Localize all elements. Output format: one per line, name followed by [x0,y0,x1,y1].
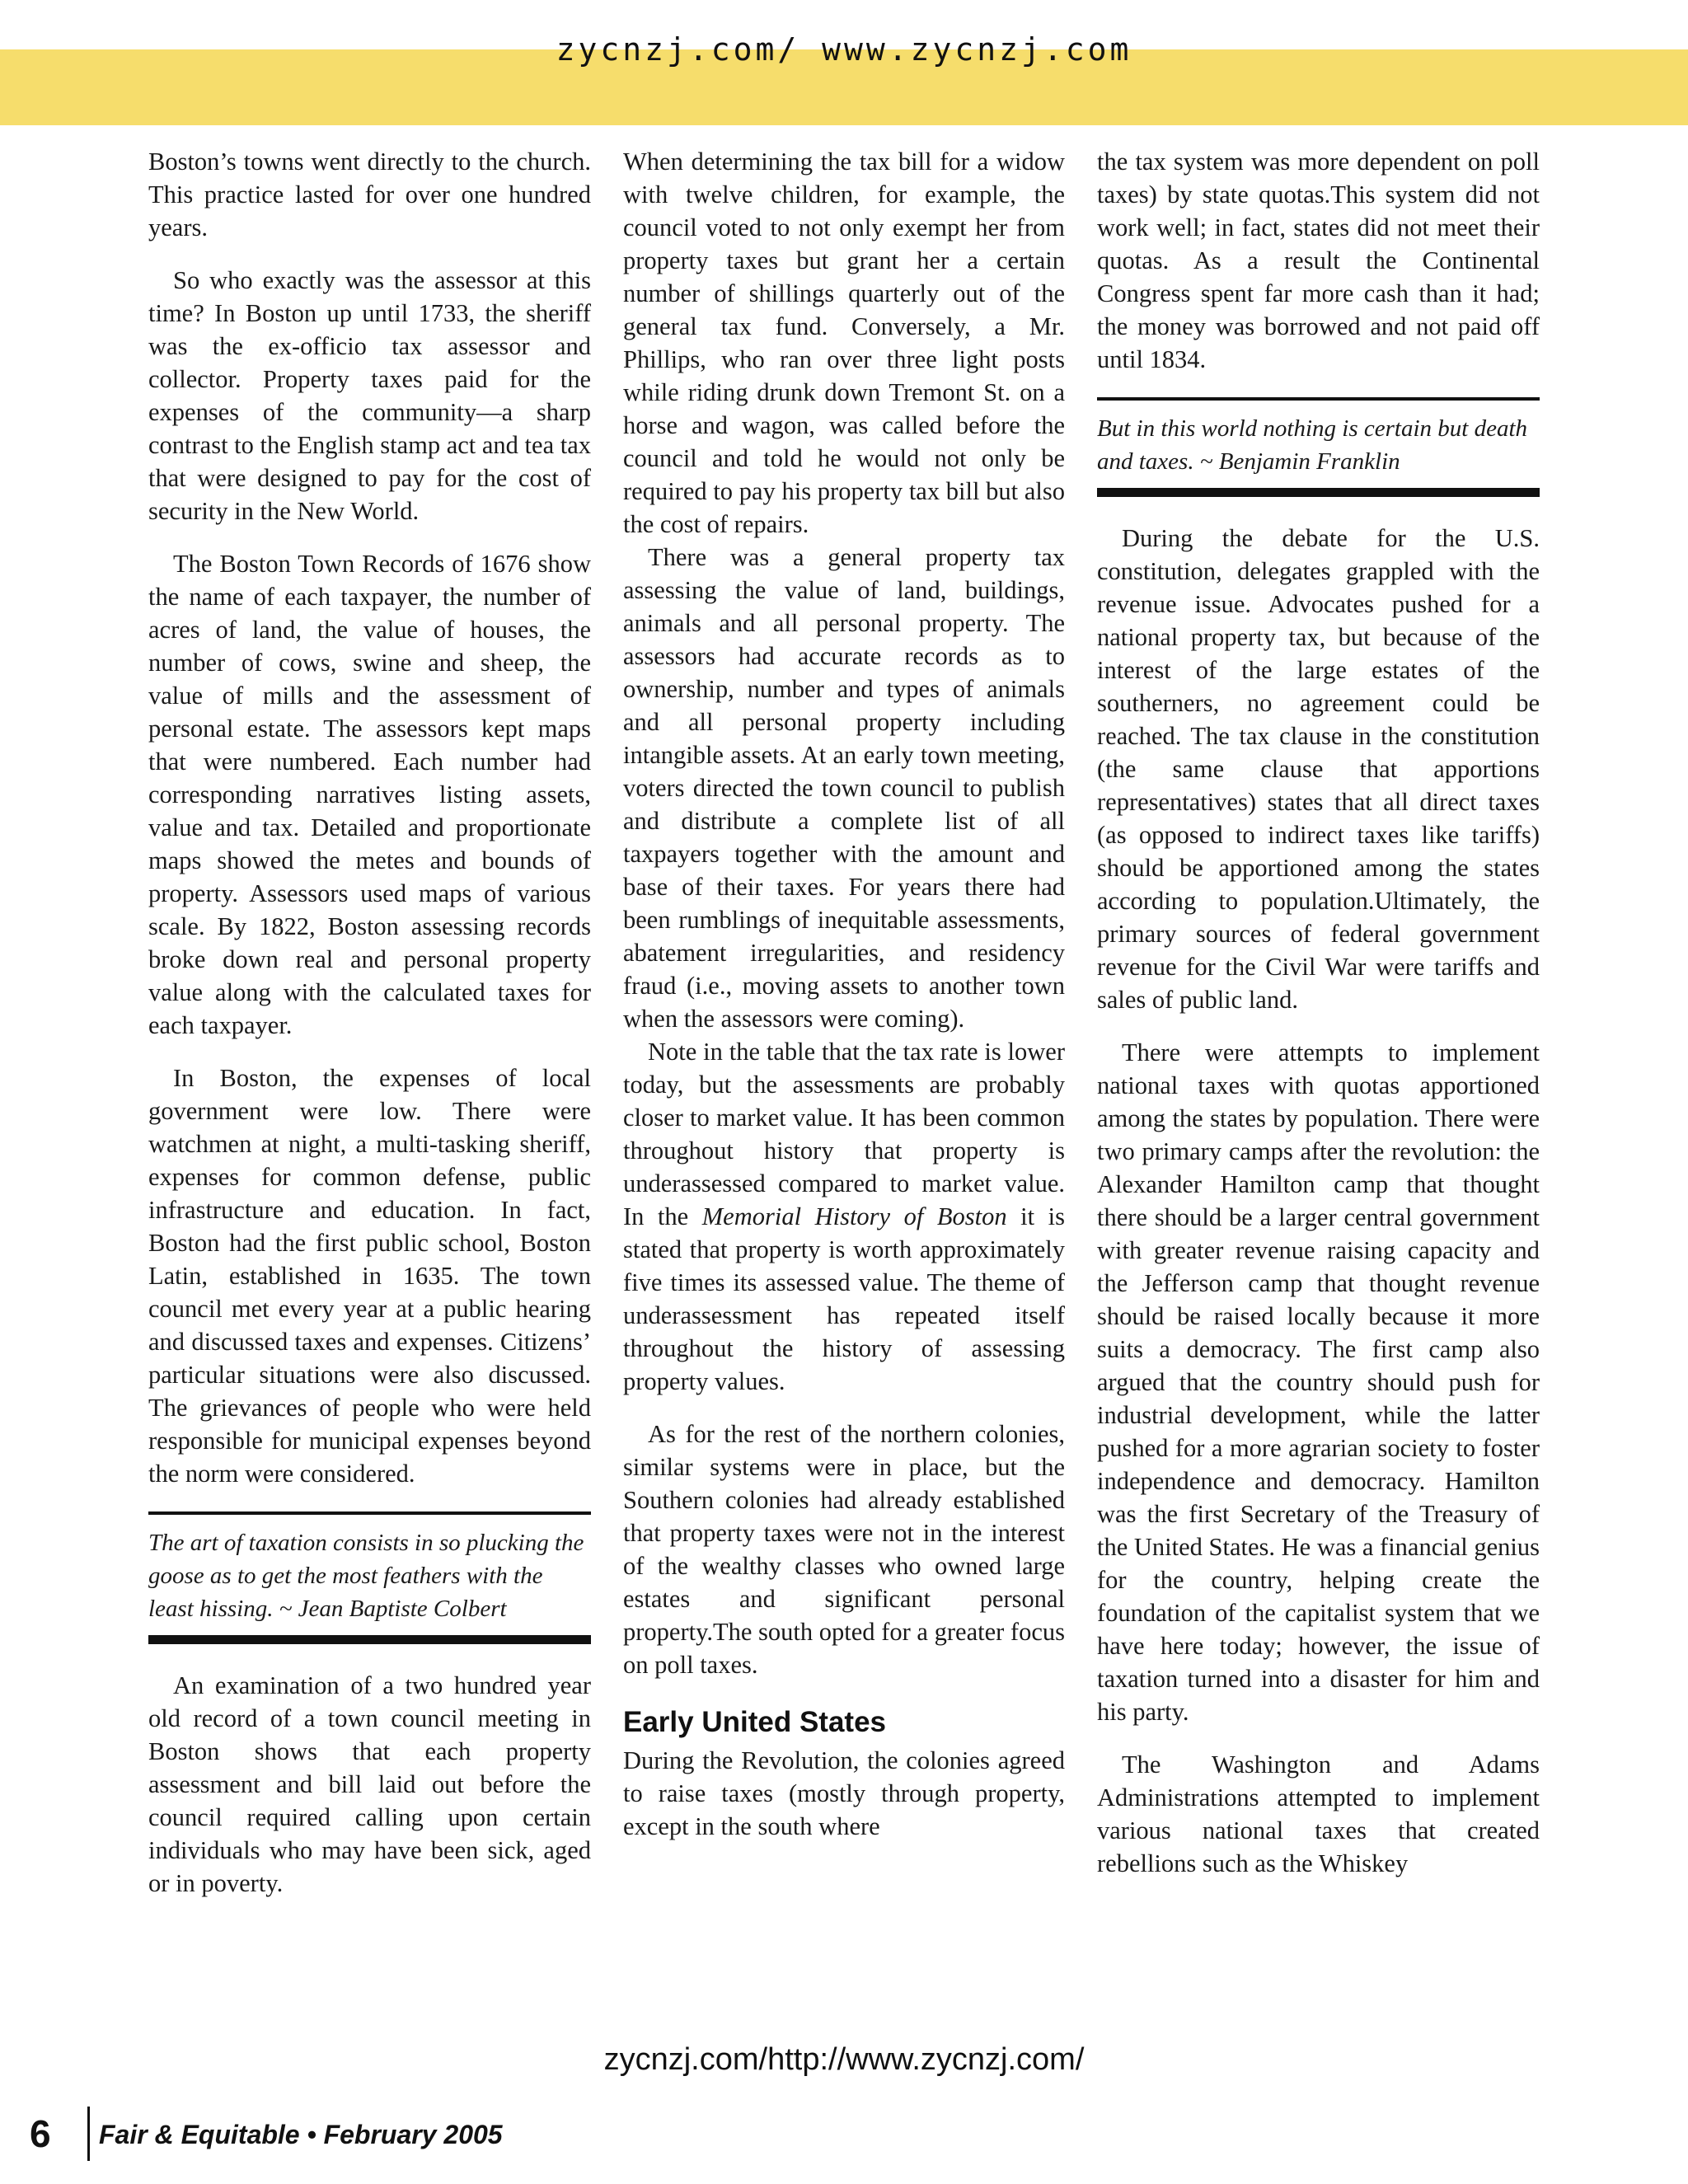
paragraph: In Boston, the expenses of local government were low. There were watchmen at night, a multi-tasking sheriff, expenses for common defense, public infrastructure and education. In fact, Boston had the first public school, Boston Latin, established in 1635. The town council met every year at a public hearing and discussed taxes and expenses. Citizens’ particular situations were also discussed. The grievances of people who were held responsible for municipal expenses beyond the norm were considered. [148,1064,591,1488]
book-title: Memorial History of Boston [701,1202,1007,1230]
paragraph: When determining the tax bill for a widow with twelve children, for example, the council voted to not only exempt her from property taxes but grant her a certain number of shillings quarterly out of the general tax fund. Conversely, a Mr. Phillips, who ran over three light posts while riding drunk down Tremont St. on a horse and wagon, was called before the council and told he would not only be required to pay his property tax bill but also the cost of repairs. [623,148,1065,538]
paragraph: The Boston Town Records of 1676 show the name of each taxpayer, the number of acres of land, the value of houses, the number of cows, swine and sheep, the value of mills and the assessment of personal estate. The assessors kept maps that were numbered. Each number had corresponding narratives listing assets, value and tax. Detailed and proportionate maps showed the metes and bounds of property. Assessors used maps of various scale. By 1822, Boston assessing records broke down real and personal property value along with the calculated taxes for each taxpayer. [148,550,591,1039]
paragraph: An examination of a two hundred year old record of a town council meeting in Boston shows that each property assessment and bill laid out before the council required calling upon certain individuals who may have been sick, aged or in poverty. [148,1671,591,1897]
text-run: it is stated that property is worth approximately five times its assessed value. The theme of underassessment has repeated itself throughout the history of assessing property values. [623,1202,1065,1395]
publication-info: Fair & Equitable • February 2005 [99,2120,503,2149]
bottom-watermark: zycnzj.com/http://www.zycnzj.com/ [603,2042,1085,2077]
pull-quote [1097,397,1540,497]
footer-divider [87,2107,90,2161]
paragraph: The Washington and Adams Administrations attempted to implement various national taxes that created rebellions such as the Whiskey [1097,1750,1540,1877]
quote-rule-bottom [1097,488,1540,497]
paragraph: the tax system was more dependent on poll taxes) by state quotas.This system did not work well; in fact, states did not meet their quotas. As a result the Continental Congress spent far more cash than it had; the money was borrowed and not paid off until 1834. [1097,148,1540,373]
column-2 [623,145,1065,1843]
paragraph: There was a general property tax assessing the value of land, buildings, animals and all personal property. The assessors had accurate records as to ownership, number and types of animals and all personal property including intangible assets. At an early town meeting, voters directed the town council to publish and distribute a complete list of all taxpayers together with the amount and base of their taxes. For years there had been rumblings of inequitable assessments, abatement irregularities, and residency fraud (i.e., moving assets to another town when the assessors were coming). [623,543,1065,1033]
text-run: Note in the table that the tax rate is lower today, but the assessments are probably closer to market value. It has been common throughout history that property is underassessed compared to market value. In the [623,1038,1065,1230]
paragraph: There were attempts to implement national taxes with quotas apportioned among the states by population. There were two primary camps after the revolution: the Alexander Hamilton camp that thought there should be a larger central government with greater revenue raising capacity and the Jefferson camp that thought revenue should be raised locally because it more suits a democracy. The first camp also argued that the country should push for industrial development, while the latter pushed for a more agrarian society to foster independence and democracy. Hamilton was the first Secretary of the Treasury of the United States. He was a financial genius for the country, helping create the foundation of the capitalist system that we have here today; however, the issue of taxation turned into a disaster for him and his party. [1097,1038,1540,1726]
page-number: 6 [30,2112,51,2155]
column-1 [148,145,591,1900]
section-heading: Early United States [623,1706,886,1738]
paragraph [623,1035,1065,1398]
quote-text: The art of taxation consists in so plucking the goose as to get the most feathers with the least hissing. ~ Jean Baptiste Colbert [148,1530,584,1622]
paragraph: During the debate for the U.S. constitution, delegates grappled with the revenue issue. Advocates pushed for a national property tax, but because of the interest of the large estates of the southerners, no agreement could be reached. The tax clause in the constitution (the same clause that apportions representatives) states that all direct taxes (as opposed to indirect taxes like tariffs) should be apportioned among the states according to population.Ultimately, the primary sources of federal government revenue for the Civil War were tariffs and sales of public land. [1097,524,1540,1014]
paragraph: Boston’s towns went directly to the church. This practice lasted for over one hundred years. [148,148,591,241]
column-3 [1097,145,1540,1880]
paragraph: As for the rest of the northern colonies, similar systems were in place, but the Southern colonies had already established that property taxes were not in the interest of the wealthy classes who owned large estates and significant personal property.The south opted for a greater focus on poll taxes. [623,1420,1065,1679]
paragraph: During the Revolution, the colonies agreed to raise taxes (mostly through property, except in the south where [623,1746,1065,1840]
top-watermark: zycnzj.com/ www.zycnzj.com [556,31,1132,68]
pull-quote [148,1511,591,1644]
quote-text: But in this world nothing is certain but death and taxes. ~ Benjamin Franklin [1097,415,1527,475]
quote-rule-bottom [148,1635,591,1644]
paragraph: So who exactly was the assessor at this time? In Boston up until 1733, the sheriff was the ex-officio tax assessor and collector. Property taxes paid for the expenses of the community—a sharp contrast to the English stamp act and tea tax that were designed to pay for the cost of security in the New World. [148,266,591,525]
